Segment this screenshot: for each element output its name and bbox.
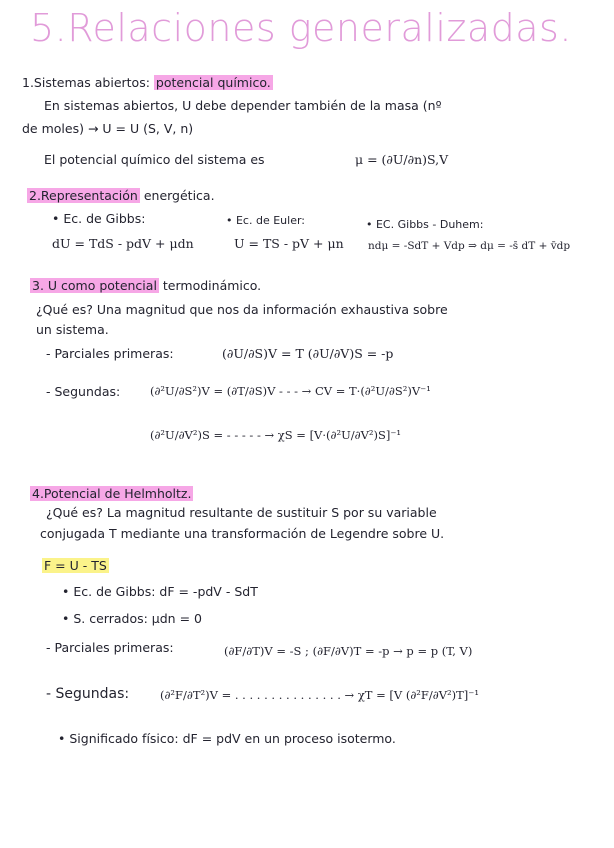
section4-question-line2: conjugada T mediante una transformación de Legendre sobre U.: [40, 526, 445, 541]
section4-heading: [30, 486, 193, 501]
section1-line3: El potencial químico del sistema es: [44, 152, 265, 167]
section4-highlight: 4.Potencial de Helmholtz.: [32, 486, 192, 501]
section1-number: 1.Sistemas abiertos:: [22, 75, 150, 90]
euler-label: • Ec. de Euler:: [226, 214, 306, 227]
section3-question-line2: un sistema.: [36, 322, 109, 337]
section1-highlight: potencial químico.: [155, 75, 271, 90]
gibbs-duhem-equation: ndμ = -SdT + Vdp ⇒ dμ = -s̄ dT + v̄dp: [368, 240, 571, 252]
helmholtz-definition: [42, 558, 109, 573]
helmholtz-definition-highlight: F = U - TS: [44, 558, 107, 573]
section3-primeras-equation: (∂U/∂S)V = T (∂U/∂V)S = -p: [222, 346, 394, 361]
section4-primeras-label: - Parciales primeras:: [46, 640, 174, 655]
section2-heading: [27, 188, 215, 203]
helmholtz-gibbs-equation: • Ec. de Gibbs: dF = -pdV - SdT: [62, 584, 258, 599]
gibbs-equation: dU = TdS - pdV + μdn: [52, 236, 194, 251]
section3-segundas-label: - Segundas:: [46, 384, 121, 399]
section3-segundas-equation1: (∂²U/∂S²)V = (∂T/∂S)V - - - → CV = T·(∂²U/∂S²)V⁻¹: [150, 384, 431, 398]
section4-segundas-label: - Segundas:: [46, 686, 130, 702]
section4-question-line1: ¿Qué es? La magnitud resultante de sustituir S por su variable: [46, 505, 437, 520]
section3-highlight: 3. U como potencial: [32, 278, 157, 293]
section4-primeras-equation: (∂F/∂T)V = -S ; (∂F/∂V)T = -p → p = p (T, V): [224, 644, 473, 658]
euler-equation: U = TS - pV + μn: [234, 236, 344, 251]
gibbs-label: • Ec. de Gibbs:: [52, 211, 146, 226]
section1-line2: de moles) → U = U (S, V, n): [22, 121, 194, 136]
closed-systems-line: • S. cerrados: μdn = 0: [62, 611, 202, 626]
section2-rest: energética.: [143, 188, 215, 203]
section2-highlight: 2.Representación: [29, 188, 138, 203]
section3-question-line1: ¿Qué es? Una magnitud que nos da información exhaustiva sobre: [36, 302, 448, 317]
page-title: 5.Relaciones generalizadas.: [30, 6, 572, 50]
section1-line1: En sistemas abiertos, U debe depender también de la masa (nº: [44, 98, 442, 113]
section3-heading: [30, 278, 261, 293]
gibbs-duhem-label: • EC. Gibbs - Duhem:: [366, 218, 484, 231]
section1-heading: [22, 75, 273, 90]
section3-rest: termodinámico.: [162, 278, 262, 293]
section3-primeras-label: - Parciales primeras:: [46, 346, 174, 361]
section4-segundas-equation: (∂²F/∂T²)V = . . . . . . . . . . . . . . . → χT = [V (∂²F/∂V²)T]⁻¹: [160, 688, 479, 702]
chemical-potential-formula: μ = (∂U/∂n)S,V: [355, 152, 449, 167]
section3-segundas-equation2: (∂²U/∂V²)S = - - - - - → χS = [V·(∂²U/∂V²)S]⁻¹: [150, 428, 402, 442]
physical-meaning-line: • Significado físico: dF = pdV en un proceso isotermo.: [58, 731, 396, 746]
